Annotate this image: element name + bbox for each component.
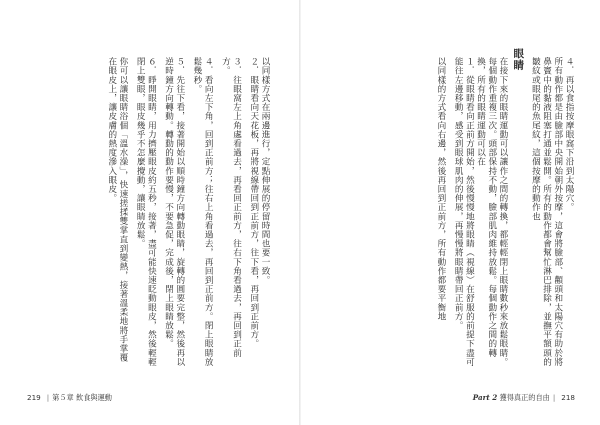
right-page-body — [352, 48, 574, 370]
paragraph: 你可以讓眼睛浴個「溫水澡」，快速搓揉雙掌直到變熱，接著溫柔地將手掌覆在眼皮上，讓皮膚的熱度滲入眼皮。 — [106, 57, 128, 363]
step-6: ６．睜開眼睛，用力擠壓眼皮約五秒，接著，盡可能快速眨動眼皮，然後輕輕閉上雙眼，眼皮幾乎不怎麼攪動，讓眼睛放鬆。 — [135, 57, 157, 367]
paragraph: 以同樣方式在兩邊進行，定點伸展的停留時間也要一致。 — [260, 57, 270, 285]
left-page-footer — [24, 393, 112, 403]
left-page — [0, 0, 299, 425]
part-label: Part 2 — [472, 393, 498, 402]
right-page-footer — [473, 393, 578, 403]
step-4: ４．看向左下角，回到正前方；往右上角看過去，再回到正前方。閉上眼睛放鬆幾秒。 — [191, 57, 214, 367]
page-number: 219 — [27, 393, 41, 402]
paragraph: 所有動作都是由臉部中央開始朝外按摩，這會將臉部、顴頭和太陽穴有助於將鼻竇中的黏液阻塞打通並鬆開。所有的動作都會幫忙淋巴排除，並撫平額頭的皺紋或眼尾的魚尾紋，這個按摩的動作也 — [530, 57, 563, 367]
footer-divider: | — [46, 393, 50, 402]
part-title: 獲得真正的自由 — [499, 393, 550, 402]
right-page — [301, 0, 600, 425]
section-heading: 眼睛 — [512, 48, 525, 71]
left-page-body — [60, 48, 270, 370]
paragraph: 在接下來的眼睛運動可以讓作之間的轉換，都輕輕閉上眼睛數秒來放鬆眼睛。每個動作重複三次。頭部保持不動，臉部肌肉維持放鬆。每個動作之間的轉換，所有的眼睛運動可以在 — [475, 57, 508, 367]
step-3: ３．往眼窩左上角處看過去，再看回正前方，往右下角看過去，再回到正前方。 — [220, 57, 242, 358]
chapter-title: 飲食與運動 — [76, 393, 112, 402]
chapter-label: 第５章 — [52, 393, 74, 402]
page-number: 218 — [561, 393, 575, 402]
paragraph: 以同樣的方式看向右邊，然後再回到正前方，所有動作都要平衡地 — [435, 57, 446, 321]
footer-divider: | — [552, 393, 556, 402]
step-4: ４．再以食指按摩眼窩下沿到太陽穴。 — [564, 57, 574, 212]
step-1: １．從眼睛看向正前方開始，然後慢慢地將眼睛（視線）在舒服的前提下盡可能往左邊移動，感受到眼球肌肉的伸展，再慢慢將眼睛帶回正前方。 — [453, 57, 475, 367]
step-5: ５．先往下看，接著開始以順時鐘方向轉動眼睛，旋轉的圓要完整，然後再以逆時鐘方向轉動。轉動的動作要慢，不要急促，完成後，閉上眼睛放鬆。 — [163, 57, 185, 367]
step-2: ２．眼睛看向天花板，再將視線帶回到正前方，往下看，再回到正前方。 — [248, 57, 259, 349]
